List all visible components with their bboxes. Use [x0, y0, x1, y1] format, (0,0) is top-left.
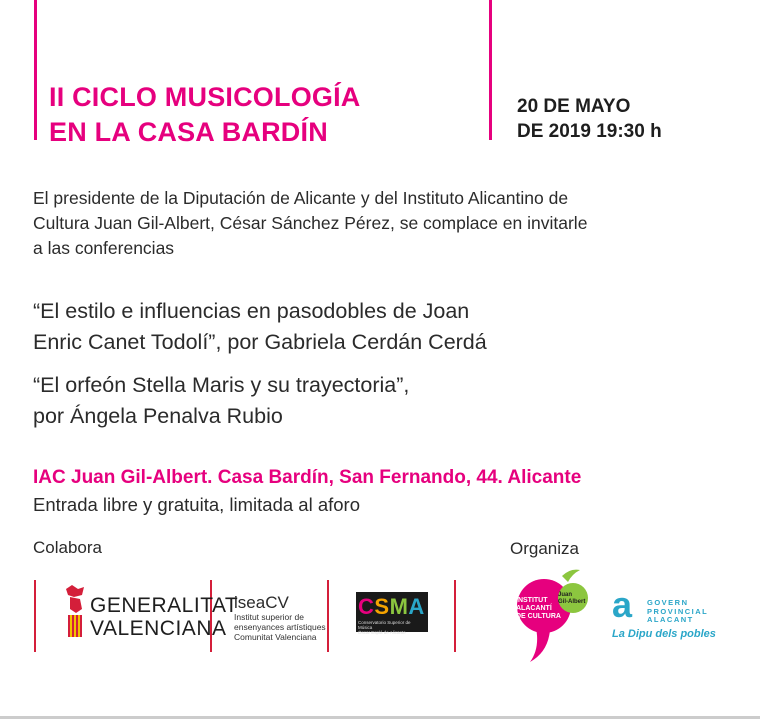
iac-line1: INSTITUT	[516, 597, 548, 604]
collab-divider	[327, 580, 329, 652]
invitation-text	[33, 186, 723, 261]
gil-albert-text	[558, 592, 585, 606]
left-accent-line	[34, 0, 37, 140]
dipu-slogan: La Dipu dels pobles	[612, 628, 716, 640]
dipu-logo-text	[647, 599, 708, 625]
entry-info: Entrada libre y gratuita, limitada al aforo	[33, 494, 361, 515]
dipu-line3: ALACANT	[647, 615, 694, 624]
organizers-label: Organiza	[510, 539, 579, 558]
venue-address: IAC Juan Gil-Albert. Casa Bardín, San Fernando, 44. Alicante	[33, 467, 582, 488]
talk-2	[33, 370, 733, 432]
talk-1-line2: Enric Canet Todolí”, por Gabriela Cerdán Cerdá	[33, 330, 487, 354]
event-date-line1: 20 DE MAYO	[517, 96, 631, 117]
generalitat-emblem-icon	[62, 583, 88, 643]
talk-2-line1: “El orfeón Stella Maris y su trayectoria”,	[33, 373, 410, 397]
generalitat-logo-text	[90, 594, 238, 640]
iseacv-sub-line1: Institut superior de	[234, 612, 304, 622]
collab-divider	[454, 580, 456, 652]
iac-line3: DE CULTURA	[516, 613, 561, 620]
dipu-line2: PROVINCIAL	[647, 606, 709, 616]
collaborators-label: Colabora	[33, 538, 102, 557]
iac-logo-text	[516, 597, 561, 621]
generalitat-line1: GENERALITAT	[90, 594, 239, 617]
talk-1-line1: “El estilo e influencias en pasodobles de Joan	[33, 299, 470, 323]
csma-subtitle	[358, 620, 426, 635]
iseacv-subtitle	[234, 612, 326, 642]
iseacv-sub-line3: Comunitat Valenciana	[234, 632, 317, 642]
event-title	[49, 80, 361, 150]
csma-sub-line1: Conservatorio Superior de Música	[358, 620, 411, 630]
invitation-line2: Cultura Juan Gil-Albert, César Sánchez Pérez, se complace en invitarle	[33, 213, 588, 233]
generalitat-line2: VALENCIANA	[90, 617, 227, 640]
csma-logo-text: CSMA	[358, 594, 425, 619]
event-date-line2: DE 2019 19:30 h	[517, 121, 662, 142]
event-title-line2: EN LA CASA BARDÍN	[49, 117, 328, 147]
collab-divider	[34, 580, 36, 652]
invitation-line3: a las conferencias	[33, 238, 175, 258]
gil-line2: Gil-Albert	[558, 599, 586, 605]
event-title-line1: II CICLO MUSICOLOGÍA	[49, 82, 361, 112]
iac-line2: ALACANTÍ	[516, 605, 552, 612]
event-date	[517, 94, 662, 144]
iseacv-logo	[234, 593, 289, 613]
invitation-line1: El presidente de la Diputación de Alicante y del Instituto Alicantino de	[33, 188, 569, 208]
dipu-line1: GOVERN	[647, 598, 689, 607]
csma-sub-line2: Óscar Esplá de Alicante	[358, 630, 406, 635]
talk-1	[33, 296, 733, 358]
iseacv-name-b: CV	[265, 593, 289, 612]
dipu-logo-letter: a	[612, 584, 633, 625]
right-accent-line	[489, 0, 492, 140]
iseacv-name-a: isea	[234, 593, 266, 612]
iseacv-sub-line2: ensenyances artístiques	[234, 622, 326, 632]
talk-2-line2: por Ángela Penalva Rubio	[33, 404, 283, 428]
gil-line1: Juan	[558, 592, 573, 598]
